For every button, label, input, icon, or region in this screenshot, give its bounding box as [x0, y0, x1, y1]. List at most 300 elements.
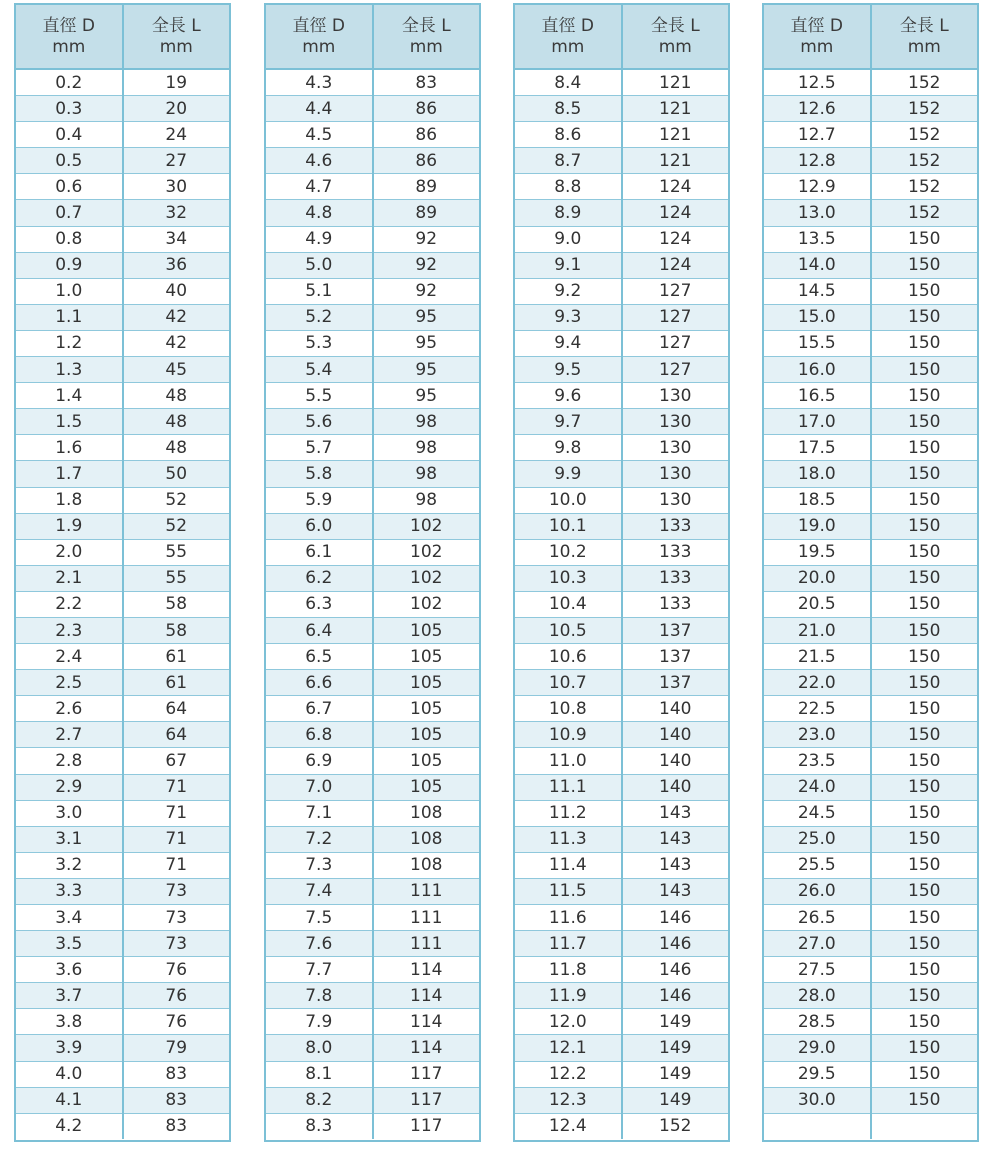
table-row — [515, 957, 728, 983]
length-cell: 149 — [622, 1009, 729, 1035]
diameter-cell: 5.2 — [266, 304, 373, 330]
table-row — [764, 252, 977, 278]
table-row — [764, 278, 977, 304]
table-row — [16, 905, 229, 931]
length-cell: 150 — [871, 644, 978, 670]
length-cell: 152 — [871, 69, 978, 96]
size-table-3 — [513, 3, 730, 1142]
length-cell: 95 — [373, 383, 480, 409]
length-cell: 150 — [871, 330, 978, 356]
table-row — [764, 565, 977, 591]
table-row — [16, 800, 229, 826]
diameter-cell: 15.0 — [764, 304, 871, 330]
diameter-cell: 1.3 — [16, 357, 123, 383]
length-cell: 133 — [622, 513, 729, 539]
length-cell: 150 — [871, 748, 978, 774]
table-row — [266, 826, 479, 852]
length-header — [123, 5, 230, 69]
length-cell: 150 — [871, 487, 978, 513]
length-cell: 140 — [622, 748, 729, 774]
length-cell: 140 — [622, 696, 729, 722]
length-cell: 121 — [622, 148, 729, 174]
table-row — [16, 983, 229, 1009]
length-cell: 98 — [373, 461, 480, 487]
table-row — [515, 1113, 728, 1139]
spec-table — [515, 5, 728, 1139]
length-header-label: 全長 L — [899, 15, 949, 36]
length-cell: 152 — [871, 96, 978, 122]
length-cell: 86 — [373, 122, 480, 148]
length-cell: 105 — [373, 748, 480, 774]
length-cell: 121 — [622, 69, 729, 96]
table-row — [515, 983, 728, 1009]
diameter-cell: 0.3 — [16, 96, 123, 122]
length-cell: 52 — [123, 487, 230, 513]
diameter-cell: 6.9 — [266, 748, 373, 774]
length-cell: 42 — [123, 330, 230, 356]
diameter-cell: 3.4 — [16, 905, 123, 931]
diameter-cell: 3.9 — [16, 1035, 123, 1061]
table-row — [16, 1087, 229, 1113]
table-row — [266, 748, 479, 774]
length-cell: 98 — [373, 487, 480, 513]
table-row — [515, 539, 728, 565]
table-row — [266, 409, 479, 435]
length-cell: 102 — [373, 513, 480, 539]
length-cell: 152 — [871, 200, 978, 226]
length-cell: 58 — [123, 591, 230, 617]
length-cell: 114 — [373, 1009, 480, 1035]
table-row — [266, 69, 479, 96]
length-cell: 114 — [373, 957, 480, 983]
diameter-cell: 29.5 — [764, 1061, 871, 1087]
diameter-cell: 24.0 — [764, 774, 871, 800]
table-row — [266, 565, 479, 591]
diameter-cell: 8.7 — [515, 148, 622, 174]
table-row — [16, 357, 229, 383]
diameter-cell: 21.5 — [764, 644, 871, 670]
table-row — [16, 1061, 229, 1087]
length-cell: 150 — [871, 878, 978, 904]
length-cell: 73 — [123, 931, 230, 957]
length-cell: 105 — [373, 722, 480, 748]
table-row — [764, 852, 977, 878]
table-row — [266, 983, 479, 1009]
table-row — [266, 774, 479, 800]
table-row — [266, 591, 479, 617]
diameter-cell: 2.7 — [16, 722, 123, 748]
diameter-cell: 27.0 — [764, 931, 871, 957]
diameter-cell: 7.3 — [266, 852, 373, 878]
diameter-cell: 10.2 — [515, 539, 622, 565]
table-row — [16, 513, 229, 539]
table-row — [764, 226, 977, 252]
length-cell: 133 — [622, 591, 729, 617]
table-row — [515, 174, 728, 200]
length-cell: 67 — [123, 748, 230, 774]
diameter-header — [764, 5, 871, 69]
diameter-cell: 12.2 — [515, 1061, 622, 1087]
table-row — [266, 539, 479, 565]
diameter-cell: 9.3 — [515, 304, 622, 330]
table-row — [515, 800, 728, 826]
table-row — [764, 1113, 977, 1139]
diameter-cell: 4.6 — [266, 148, 373, 174]
table-row — [16, 304, 229, 330]
length-header-label: 全長 L — [151, 15, 201, 36]
table-row — [16, 931, 229, 957]
diameter-cell: 11.3 — [515, 826, 622, 852]
diameter-cell: 12.6 — [764, 96, 871, 122]
diameter-cell: 11.8 — [515, 957, 622, 983]
diameter-cell: 7.4 — [266, 878, 373, 904]
size-table-2 — [264, 3, 481, 1142]
diameter-cell: 6.7 — [266, 696, 373, 722]
length-cell: 124 — [622, 174, 729, 200]
table-row — [764, 722, 977, 748]
length-cell: 146 — [622, 905, 729, 931]
diameter-cell: 7.9 — [266, 1009, 373, 1035]
table-row — [266, 1009, 479, 1035]
length-cell: 124 — [622, 226, 729, 252]
table-row — [515, 96, 728, 122]
length-cell: 102 — [373, 591, 480, 617]
diameter-cell: 5.3 — [266, 330, 373, 356]
table-row — [764, 69, 977, 96]
diameter-cell: 5.1 — [266, 278, 373, 304]
length-cell: 150 — [871, 670, 978, 696]
diameter-cell: 14.0 — [764, 252, 871, 278]
diameter-cell: 1.0 — [16, 278, 123, 304]
diameter-header-unit: mm — [551, 36, 585, 57]
diameter-cell: 4.9 — [266, 226, 373, 252]
diameter-cell: 9.4 — [515, 330, 622, 356]
length-cell: 95 — [373, 330, 480, 356]
table-row — [764, 878, 977, 904]
length-cell: 146 — [622, 931, 729, 957]
diameter-cell: 22.0 — [764, 670, 871, 696]
diameter-cell: 9.2 — [515, 278, 622, 304]
length-cell: 92 — [373, 252, 480, 278]
length-cell: 127 — [622, 278, 729, 304]
table-row — [515, 330, 728, 356]
diameter-header-unit: mm — [52, 36, 86, 57]
table-row — [266, 670, 479, 696]
diameter-cell: 5.7 — [266, 435, 373, 461]
table-row — [16, 226, 229, 252]
diameter-cell: 11.2 — [515, 800, 622, 826]
table-row — [16, 487, 229, 513]
table-row — [515, 565, 728, 591]
diameter-cell: 17.0 — [764, 409, 871, 435]
table-row — [16, 957, 229, 983]
length-cell: 137 — [622, 670, 729, 696]
length-cell: 98 — [373, 409, 480, 435]
table-row — [515, 69, 728, 96]
table-row — [764, 826, 977, 852]
diameter-cell: 0.2 — [16, 69, 123, 96]
length-cell: 150 — [871, 252, 978, 278]
length-cell: 150 — [871, 931, 978, 957]
table-row — [266, 148, 479, 174]
length-cell: 146 — [622, 957, 729, 983]
table-row — [515, 591, 728, 617]
diameter-cell: 1.6 — [16, 435, 123, 461]
diameter-header-label: 直徑 D — [790, 15, 843, 36]
length-cell: 150 — [871, 591, 978, 617]
table-row — [266, 461, 479, 487]
diameter-cell: 9.0 — [515, 226, 622, 252]
spec-table — [266, 5, 479, 1139]
table-row — [515, 852, 728, 878]
length-cell: 92 — [373, 278, 480, 304]
table-row — [764, 774, 977, 800]
length-header-unit: mm — [409, 36, 443, 57]
diameter-cell: 2.1 — [16, 565, 123, 591]
table-row — [16, 409, 229, 435]
diameter-cell: 6.4 — [266, 617, 373, 643]
table-row — [764, 148, 977, 174]
length-cell: 117 — [373, 1113, 480, 1139]
table-row — [266, 435, 479, 461]
length-cell: 149 — [622, 1061, 729, 1087]
diameter-cell: 5.8 — [266, 461, 373, 487]
length-cell: 150 — [871, 383, 978, 409]
length-cell: 50 — [123, 461, 230, 487]
diameter-cell: 7.2 — [266, 826, 373, 852]
diameter-cell: 12.7 — [764, 122, 871, 148]
table-row — [266, 513, 479, 539]
diameter-cell: 8.5 — [515, 96, 622, 122]
diameter-cell: 10.9 — [515, 722, 622, 748]
diameter-cell: 13.5 — [764, 226, 871, 252]
table-row — [266, 1087, 479, 1113]
diameter-cell: 12.3 — [515, 1087, 622, 1113]
length-cell: 121 — [622, 122, 729, 148]
table-row — [764, 539, 977, 565]
length-cell: 124 — [622, 200, 729, 226]
table-row — [515, 513, 728, 539]
table-row — [764, 591, 977, 617]
diameter-cell: 24.5 — [764, 800, 871, 826]
diameter-cell: 20.5 — [764, 591, 871, 617]
table-row — [764, 1061, 977, 1087]
diameter-cell: 9.1 — [515, 252, 622, 278]
length-cell — [871, 1113, 978, 1139]
table-row — [266, 226, 479, 252]
length-cell: 30 — [123, 174, 230, 200]
length-cell: 127 — [622, 357, 729, 383]
length-cell: 24 — [123, 122, 230, 148]
diameter-cell: 26.0 — [764, 878, 871, 904]
length-cell: 130 — [622, 409, 729, 435]
length-cell: 52 — [123, 513, 230, 539]
table-row — [515, 1035, 728, 1061]
diameter-header-unit: mm — [800, 36, 834, 57]
table-row — [515, 461, 728, 487]
diameter-cell: 15.5 — [764, 330, 871, 356]
diameter-cell: 2.8 — [16, 748, 123, 774]
diameter-cell: 20.0 — [764, 565, 871, 591]
diameter-cell: 5.6 — [266, 409, 373, 435]
table-row — [266, 304, 479, 330]
length-cell: 111 — [373, 905, 480, 931]
length-cell: 64 — [123, 696, 230, 722]
length-cell: 143 — [622, 878, 729, 904]
diameter-cell: 11.0 — [515, 748, 622, 774]
diameter-cell: 0.4 — [16, 122, 123, 148]
diameter-cell: 21.0 — [764, 617, 871, 643]
table-row — [515, 435, 728, 461]
diameter-cell: 7.5 — [266, 905, 373, 931]
length-cell: 105 — [373, 617, 480, 643]
length-cell: 152 — [871, 122, 978, 148]
length-cell: 137 — [622, 644, 729, 670]
table-row — [515, 383, 728, 409]
length-header — [622, 5, 729, 69]
table-row — [764, 357, 977, 383]
table-row — [764, 1009, 977, 1035]
length-cell: 102 — [373, 539, 480, 565]
length-cell: 111 — [373, 878, 480, 904]
diameter-cell: 10.6 — [515, 644, 622, 670]
diameter-cell: 10.4 — [515, 591, 622, 617]
diameter-cell: 9.8 — [515, 435, 622, 461]
diameter-cell: 8.2 — [266, 1087, 373, 1113]
length-header-label: 全長 L — [650, 15, 700, 36]
length-cell: 58 — [123, 617, 230, 643]
diameter-cell: 11.6 — [515, 905, 622, 931]
diameter-cell: 2.6 — [16, 696, 123, 722]
diameter-header — [515, 5, 622, 69]
table-row — [16, 722, 229, 748]
length-cell: 86 — [373, 148, 480, 174]
length-cell: 133 — [622, 565, 729, 591]
length-cell: 105 — [373, 670, 480, 696]
diameter-cell: 28.0 — [764, 983, 871, 1009]
table-row — [16, 670, 229, 696]
length-cell: 150 — [871, 539, 978, 565]
diameter-cell: 2.0 — [16, 539, 123, 565]
length-cell: 61 — [123, 670, 230, 696]
diameter-cell: 0.9 — [16, 252, 123, 278]
diameter-cell: 10.7 — [515, 670, 622, 696]
diameter-cell: 10.8 — [515, 696, 622, 722]
length-cell: 64 — [123, 722, 230, 748]
diameter-cell: 8.0 — [266, 1035, 373, 1061]
length-cell: 61 — [123, 644, 230, 670]
length-cell: 55 — [123, 539, 230, 565]
length-cell: 150 — [871, 513, 978, 539]
table-row — [266, 122, 479, 148]
table-row — [515, 357, 728, 383]
table-row — [764, 122, 977, 148]
length-cell: 150 — [871, 1035, 978, 1061]
table-row — [764, 983, 977, 1009]
table-row — [266, 330, 479, 356]
table-row — [266, 357, 479, 383]
length-cell: 150 — [871, 983, 978, 1009]
table-row — [515, 774, 728, 800]
table-row — [266, 696, 479, 722]
length-cell: 150 — [871, 774, 978, 800]
table-row — [515, 878, 728, 904]
table-row — [764, 617, 977, 643]
table-row — [266, 1035, 479, 1061]
table-row — [16, 539, 229, 565]
diameter-cell: 12.1 — [515, 1035, 622, 1061]
diameter-cell: 22.5 — [764, 696, 871, 722]
diameter-cell: 7.8 — [266, 983, 373, 1009]
table-row — [16, 1113, 229, 1139]
length-cell: 36 — [123, 252, 230, 278]
table-row — [764, 487, 977, 513]
table-row — [266, 1113, 479, 1139]
length-cell: 108 — [373, 826, 480, 852]
table-row — [764, 409, 977, 435]
table-row — [764, 461, 977, 487]
length-cell: 108 — [373, 800, 480, 826]
table-row — [764, 931, 977, 957]
diameter-cell: 26.5 — [764, 905, 871, 931]
table-row — [764, 513, 977, 539]
length-cell: 150 — [871, 800, 978, 826]
table-row — [515, 931, 728, 957]
diameter-cell: 18.5 — [764, 487, 871, 513]
table-row — [764, 1035, 977, 1061]
diameter-header-label: 直徑 D — [541, 15, 594, 36]
diameter-cell: 7.6 — [266, 931, 373, 957]
diameter-cell: 12.8 — [764, 148, 871, 174]
diameter-cell: 4.8 — [266, 200, 373, 226]
diameter-cell: 16.0 — [764, 357, 871, 383]
diameter-cell: 1.7 — [16, 461, 123, 487]
diameter-cell: 12.4 — [515, 1113, 622, 1139]
diameter-cell: 6.2 — [266, 565, 373, 591]
length-header — [871, 5, 978, 69]
diameter-cell: 4.5 — [266, 122, 373, 148]
diameter-cell: 8.8 — [515, 174, 622, 200]
table-row — [764, 800, 977, 826]
table-row — [266, 383, 479, 409]
diameter-cell: 9.5 — [515, 357, 622, 383]
diameter-header-unit: mm — [302, 36, 336, 57]
length-cell: 95 — [373, 357, 480, 383]
length-cell: 150 — [871, 826, 978, 852]
length-cell: 89 — [373, 200, 480, 226]
diameter-cell: 19.5 — [764, 539, 871, 565]
length-cell: 102 — [373, 565, 480, 591]
diameter-cell: 8.4 — [515, 69, 622, 96]
table-row — [266, 252, 479, 278]
diameter-cell: 6.1 — [266, 539, 373, 565]
length-cell: 150 — [871, 278, 978, 304]
diameter-cell: 2.9 — [16, 774, 123, 800]
table-row — [16, 69, 229, 96]
length-cell: 48 — [123, 409, 230, 435]
table-row — [266, 278, 479, 304]
length-cell: 117 — [373, 1061, 480, 1087]
length-cell: 83 — [123, 1113, 230, 1139]
diameter-cell: 5.0 — [266, 252, 373, 278]
table-row — [515, 722, 728, 748]
table-row — [16, 461, 229, 487]
table-row — [515, 409, 728, 435]
length-cell: 55 — [123, 565, 230, 591]
diameter-cell: 1.1 — [16, 304, 123, 330]
length-cell: 140 — [622, 722, 729, 748]
diameter-cell: 7.1 — [266, 800, 373, 826]
